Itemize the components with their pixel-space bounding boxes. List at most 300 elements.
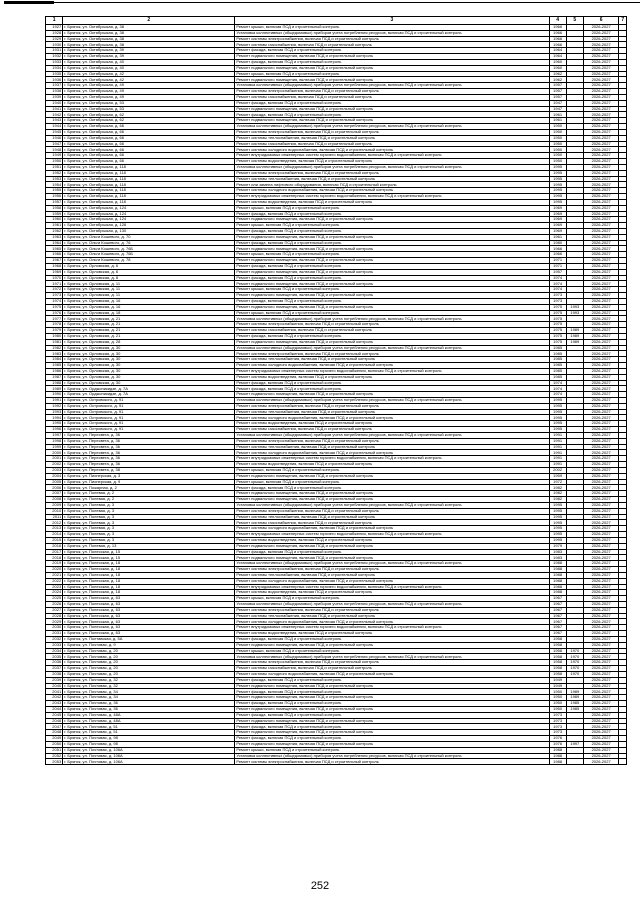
table-cell: 2026-2027 [583,223,619,229]
table-cell: 1995 [549,502,566,508]
table-cell: Ремонт подвального помещения, включая ПСД и строительный контроль [235,246,549,252]
table-cell: 2046 [46,718,63,724]
table-cell: 2026-2027 [583,555,619,561]
table-cell: г. Брянск, ул. Орловская, д. 21 [63,328,235,334]
table-cell: 1970 [566,666,583,672]
table-cell: 1934 [46,65,63,71]
table-cell: 2026-2027 [583,479,619,485]
table-cell: 2026-2027 [583,759,619,765]
table-cell: г. Брянск, ул. Полесская, д. 18 [63,561,235,567]
table-cell: 2021 [46,572,63,578]
table-cell: 1966 [549,246,566,252]
table-cell: г. Брянск, ул. Октябрьская, д. 66 [63,147,235,153]
table-cell: 1969 [549,228,566,234]
table-cell: Ремонт крыши, включая ПСД и строительный контроль [235,287,549,293]
table-cell: 1944 [46,124,63,130]
table-cell: 2026-2027 [583,59,619,65]
table-cell: 1970 [566,648,583,654]
table-cell: 1950 [549,701,566,707]
table-cell: 2026-2027 [583,357,619,363]
table-cell: г. Брянск, ул. Полевая, д. 3 [63,514,235,520]
table-cell: г. Брянск, ул. Орджоникидзе, д. 7А [63,386,235,392]
table-cell: г. Брянск, ул. Ольги Кошевого, д. 78 [63,258,235,264]
table-cell: 1969 [46,269,63,275]
table-cell: 1966 [549,252,566,258]
table-cell: г. Брянск, ул. Октябрьская, д. 118 [63,164,235,170]
table-cell: 1975 [549,328,566,334]
table-cell: 1958 [549,671,566,677]
table-cell: 2011 [46,514,63,520]
table-cell: г. Брянск, ул. Октябрьская, д. 62 [63,112,235,118]
table-cell: г. Брянск, ул. Октябрьская, д. 39 [63,48,235,54]
table-cell: 1941 [46,106,63,112]
table-cell: г. Брянск, ул. Полевая, д. 3 [63,508,235,514]
table-cell: 2026-2027 [583,543,619,549]
table-cell: 1937 [46,83,63,89]
table-cell: Ремонт подвального помещения, включая ПСД и строительный контроль [235,730,549,736]
table-cell: Ремонт крыши, включая ПСД и строительный контроль [235,25,549,31]
table-cell: Ремонт системы газоснабжения, включая ПСД и строительный контроль [235,328,549,334]
table-cell: 2026-2027 [583,596,619,602]
table-cell: 2026-2027 [583,310,619,316]
table-cell: 2026-2027 [583,287,619,293]
table-cell: г. Брянск, ул. Островского, д. 91 [63,398,235,404]
table-cell: Ремонт фасада, включая ПСД и строительный контроль [235,240,549,246]
table-cell: г. Брянск, ул. Орловская, д. 30 [63,345,235,351]
table-cell: Ремонт системы электроснабжения, включая ПСД и строительный контроль [235,129,549,135]
table-cell: 2026-2027 [583,485,619,491]
table-cell: Ремонт подвального помещения, включая ПСД и строительный контроль [235,497,549,503]
table-cell: г. Брянск, ул. Октябрьская, д. 118 [63,176,235,182]
table-cell: Ремонт системы теплоснабжения, включая ПСД и строительный контроль [235,514,549,520]
table-cell: г. Брянск, ул. Орловская, д. 21 [63,316,235,322]
table-cell: Ремонт фасада, включая ПСД и строительный контроль [235,100,549,106]
table-cell: Ремонт или замена лифтового оборудования, включая ПСД и строительный контроль [235,182,549,188]
table-cell: г. Брянск, ул. Ольги Кошевого, д. 70 [63,234,235,240]
table-cell: Ремонт системы теплоснабжения, включая ПСД и строительный контроль [235,409,549,415]
table-cell: Ремонт фасада, включая ПСД и строительный контроль [235,298,549,304]
table-cell: Установка коллективных (общедомовых) приборов учета потребления ресурсов, включая ПСД и строительный контроль [235,316,549,322]
table-cell: 1950 [549,706,566,712]
table-cell: г. Брянск, ул. Октябрьская, д. 38 [63,42,235,48]
table-cell: 2026-2027 [583,456,619,462]
table-cell: 2026-2027 [583,601,619,607]
table-cell: Ремонт крыши, включая ПСД и строительный контроль [235,223,549,229]
table-cell: 2026-2027 [583,252,619,258]
table-cell: г. Брянск, ул. Островского, д. 91 [63,415,235,421]
table-cell: г. Брянск, ул. Почтовая, д. 106А [63,747,235,753]
table-cell: 2026-2027 [583,293,619,299]
table-cell: 2026-2027 [583,648,619,654]
table-cell: 1950 [549,147,566,153]
table-cell: 1957 [549,83,566,89]
table-cell: 2015 [46,537,63,543]
table-cell: 2043 [46,701,63,707]
table-cell: 2019 [46,561,63,567]
table-cell: г. Брянск, ул. Почтовая, д. 106А [63,753,235,759]
table-cell: 2045 [46,712,63,718]
table-cell: 2026-2027 [583,409,619,415]
table-cell: 2003 [46,467,63,473]
table-cell: 2026-2027 [583,642,619,648]
table-cell: 2026-2027 [583,467,619,473]
table-cell: 1988 [549,590,566,596]
table-cell [619,759,627,765]
table-cell: 2026-2027 [583,380,619,386]
table-cell: г. Брянск, ул. Почтовая, д. 32 [63,683,235,689]
header-cell: 5 [566,17,583,25]
table-cell: г. Брянск, ул. Пересвета, д. 36 [63,456,235,462]
table-cell: 1950 [549,695,566,701]
table-cell: г. Брянск, ул. Орловская, д. 6 [63,263,235,269]
table-cell: 2026-2027 [583,572,619,578]
table-cell: 1988 [549,747,566,753]
table-cell: Ремонт системы электроснабжения, включая ПСД и строительный контроль [235,508,549,514]
table-cell: 1974 [549,287,566,293]
table-cell: 1988 [549,584,566,590]
table-cell: 1964 [549,54,566,60]
table-cell: г. Брянск, ул. Почтовая, д. 98 [63,736,235,742]
table-cell: г. Брянск, ул. Орловская, д. 30 [63,374,235,380]
table-cell: г. Брянск, ул. Почтовая, д. 34 [63,689,235,695]
table-cell: Ремонт системы электроснабжения, включая ПСД и строительный контроль [235,438,549,444]
table-cell: 1988 [46,380,63,386]
table-cell: 1936 [46,77,63,83]
table-cell: 2026-2027 [583,386,619,392]
table-cell: Ремонт системы холодного водоснабжения, включая ПСД и строительный контроль [235,363,549,369]
table-cell: Ремонт системы холодного водоснабжения, включая ПСД и строительный контроль [235,188,549,194]
table-cell: г. Брянск, ул. Полесская, д. 63 [63,596,235,602]
table-cell: 2026-2027 [583,427,619,433]
table-cell: Ремонт фасада, включая ПСД и строительный контроль [235,263,549,269]
table-cell: 1947 [549,100,566,106]
table-cell: 2026 [46,601,63,607]
table-cell: г. Брянск, ул. Октябрьская, д. 42 [63,71,235,77]
table-cell: 2026-2027 [583,508,619,514]
table-cell: 2026-2027 [583,258,619,264]
table-cell: 2026-2027 [583,124,619,130]
table-cell: 1991 [549,432,566,438]
table-cell: 1975 [549,322,566,328]
table-cell: г. Брянск, ул. Орловская, д. 30 [63,363,235,369]
table-cell: Ремонт фасада, включая ПСД и строительный контроль [235,736,549,742]
table-cell: 1972 [46,287,63,293]
top-rule [0,0,640,6]
table-cell: г. Брянск, ул. Октябрьская, д. 66 [63,124,235,130]
table-cell: 2026-2027 [583,211,619,217]
table-cell: 1985 [549,351,566,357]
table-cell: 1991 [549,456,566,462]
table-cell: Ремонт фасада, включая ПСД и строительный контроль [235,549,549,555]
table-cell: 2026-2027 [583,188,619,194]
table-cell: г. Брянск, ул. Полесская, д. 18 [63,590,235,596]
table-cell: 1992 [46,403,63,409]
table-cell: 1985 [566,706,583,712]
table-cell: 1949 [549,683,566,689]
table-cell: Ремонт подвального помещения, включая ПСД и строительный контроль [235,234,549,240]
table-cell: Ремонт подвального помещения, включая ПСД и строительный контроль [235,269,549,275]
table-cell: Ремонт фасада, включая ПСД и строительный контроль [235,333,549,339]
table-cell: 1952 [46,170,63,176]
table-cell: г. Брянск, ул. Орловская, д. 30 [63,380,235,386]
table-cell: 1989 [566,695,583,701]
table-cell: 2026-2027 [583,281,619,287]
table-cell: 2026-2027 [583,54,619,60]
table-cell: 1990 [46,392,63,398]
table-cell: 2026-2027 [583,333,619,339]
table-cell: Ремонт системы электроснабжения, включая ПСД и строительный контроль [235,351,549,357]
table-cell [566,759,583,765]
table-cell: 2026-2027 [583,135,619,141]
table-cell: 2040 [46,683,63,689]
table-cell: 1975 [549,310,566,316]
table-cell: 1979 [549,543,566,549]
table-cell: 1950 [549,124,566,130]
table-cell: 1968 [46,263,63,269]
table-cell: г. Брянск, ул. Почтовая, д. 51 [63,724,235,730]
table-cell: 2052 [46,753,63,759]
table-cell: 1967 [549,596,566,602]
table-cell: 1993 [46,409,63,415]
table-cell: 2026-2027 [583,176,619,182]
table-cell: 1974 [549,392,566,398]
table-cell: Ремонт внутридомовых инженерных систем горячего водоснабжения, включая ПСД и строительный контроль [235,194,549,200]
table-cell: 2026-2027 [583,77,619,83]
table-cell: Ремонт подвального помещения, включая ПСД и строительный контроль [235,54,549,60]
table-cell: г. Брянск, ул. Пересвета, д. 38 [63,467,235,473]
table-cell: Ремонт подвального помещения, включая ПСД и строительный контроль [235,741,549,747]
table-cell: г. Брянск, ул. Октябрьская, д. 118 [63,188,235,194]
table-cell: 1969 [549,211,566,217]
table-cell: 2005 [46,479,63,485]
table-cell: 1947 [549,106,566,112]
table-cell: г. Брянск, ул. Почтовая, д. 51 [63,730,235,736]
table-cell: Ремонт системы теплоснабжения, включая ПСД и строительный контроль [235,613,549,619]
table-cell: 1995 [549,520,566,526]
table-cell: г. Брянск, ул. Островского, д. 91 [63,403,235,409]
table-cell: 1973 [549,730,566,736]
table-cell: 1991 [549,444,566,450]
table-cell: г. Брянск, ул. Полесская, д. 18 [63,567,235,573]
table-cell: 1985 [549,357,566,363]
table-cell: Ремонт подвального помещения, включая ПСД и строительный контроль [235,258,549,264]
table-cell: 1995 [549,194,566,200]
table-cell: 1991 [549,438,566,444]
table-cell: 1957 [46,199,63,205]
table-cell: г. Брянск, ул. Ольги Кошевого, д. 76Б [63,252,235,258]
table-cell: 1988 [549,561,566,567]
table-cell: 2029 [46,619,63,625]
table-cell: Ремонт фасада, включая ПСД и строительный контроль [235,724,549,730]
table-cell: Ремонт фасада, включая ПСД и строительный контроль [235,112,549,118]
table-cell: г. Брянск, ул. Полесская, д. 63 [63,601,235,607]
table-cell: 2039 [46,677,63,683]
table-cell: 1988 [549,753,566,759]
table-cell: 2026-2027 [583,736,619,742]
table-cell: г. Брянск, ул. Почтовая, д. 20 [63,666,235,672]
table-cell: г. Брянск, ул. Полевая, д. 2 [63,497,235,503]
table-cell: 1997 [566,741,583,747]
table-cell: 2026-2027 [583,497,619,503]
table-cell: 2026-2027 [583,578,619,584]
table-cell: 2026-2027 [583,228,619,234]
table-cell: 1945 [46,129,63,135]
table-cell: 1978 [46,322,63,328]
table-cell: 2016 [46,543,63,549]
table-cell: 1982 [549,485,566,491]
table-cell: 2013 [46,526,63,532]
table-cell: г. Брянск, ул. Октябрьская, д. 39 [63,54,235,60]
table-cell: 2026-2027 [583,36,619,42]
table-cell: г. Брянск, ул. Пересвета, д. 36 [63,462,235,468]
table-cell: 1949 [46,153,63,159]
table-cell: Ремонт фасада, включая ПСД и строительный контроль [235,211,549,217]
table-cell: 1970 [566,654,583,660]
table-cell: Установка коллективных (общедомовых) приборов учета потребления ресурсов, включая ПСД и строительный контроль [235,345,549,351]
table-cell: 2050 [46,741,63,747]
table-cell: 1957 [549,269,566,275]
table-cell: 1993 [566,310,583,316]
table-cell: г. Брянск, ул. Почтовая, д. 106А [63,759,235,765]
table-cell: 1985 [549,368,566,374]
table-cell: 1980 [549,240,566,246]
table-cell: Ремонт системы водоотведения, включая ПСД и строительный контроль [235,590,549,596]
table-cell: 2022 [46,578,63,584]
table-cell: 1938 [46,89,63,95]
table-cell: г. Брянск, ул. Орловская, д. 16 [63,304,235,310]
table-cell: 1995 [549,532,566,538]
table-cell: 1989 [566,328,583,334]
table-cell: 1969 [549,205,566,211]
table-cell: 1950 [549,153,566,159]
table-cell: 1969 [549,217,566,223]
table-cell: 2030 [46,625,63,631]
table-cell: 2017 [46,549,63,555]
header-cell: 1 [46,17,63,25]
table-cell: 2026-2027 [583,660,619,666]
table-cell: 2026-2027 [583,83,619,89]
table-cell: 2026-2027 [583,654,619,660]
table-cell: г. Брянск, ул. Почтовая, д. 98 [63,741,235,747]
table-cell: 1995 [549,537,566,543]
table-cell: 1932 [46,54,63,60]
table-cell: Ремонт крыши, включая ПСД и строительный контроль [235,467,549,473]
table-cell: г. Брянск, ул. Октябрьская, д. 49 [63,89,235,95]
table-cell: 1970 [566,660,583,666]
table-cell: г. Брянск, ул. Пожарная, д. 2 [63,485,235,491]
table-cell: 1989 [566,333,583,339]
table-cell: 1995 [549,508,566,514]
table-cell: 2002 [46,462,63,468]
table-cell: Установка коллективных (общедомовых) приборов учета потребления ресурсов, включая ПСД и строительный контроль [235,753,549,759]
table-cell: 1950 [46,159,63,165]
table-cell: Ремонт подвального помещения, включая ПСД и строительный контроль [235,718,549,724]
table-cell: г. Брянск, ул. Октябрьская, д. 118 [63,194,235,200]
table-cell: Ремонт системы теплоснабжения, включая ПСД и строительный контроль [235,444,549,450]
table-cell: Ремонт внутридомовых инженерных систем горячего водоснабжения, включая ПСД и строительный контроль [235,532,549,538]
table-cell: Ремонт подвального помещения, включая ПСД и строительный контроль [235,65,549,71]
table-cell: г. Брянск, ул. Почтовая, д. 9 [63,642,235,648]
table-cell: Ремонт крыши, включая ПСД и строительный контроль [235,596,549,602]
table-cell: 1982 [549,491,566,497]
table-cell: 2026-2027 [583,71,619,77]
table-cell: 1988 [549,578,566,584]
table-cell: 1965 [46,246,63,252]
table-cell: 1973 [549,724,566,730]
table-cell: 1939 [46,94,63,100]
table-cell: 2037 [46,666,63,672]
table-cell: Ремонт крыши, включая ПСД и строительный контроль [235,71,549,77]
table-cell: г. Брянск, ул. Полтавская, д. 5А [63,636,235,642]
table-cell: Ремонт фасада, включая ПСД и строительный контроль [235,48,549,54]
table-cell: 2026-2027 [583,118,619,124]
table-cell: Ремонт системы газоснабжения, включая ПСД и строительный контроль [235,42,549,48]
table-cell: 2026-2027 [583,584,619,590]
table-cell: Ремонт фасада, включая ПСД и строительный контроль [235,689,549,695]
table-cell: 2004 [46,473,63,479]
table-cell: 1961 [549,234,566,240]
table-cell: 2026-2027 [583,730,619,736]
table-cell: 1973 [549,293,566,299]
table-cell: 2035 [46,654,63,660]
table-cell: 1975 [549,333,566,339]
table-cell: 2026-2027 [583,619,619,625]
table-cell: 1984 [46,357,63,363]
table-cell: г. Брянск, ул. Октябрьская, д. 49 [63,94,235,100]
table-cell: 1948 [46,147,63,153]
table-cell: 1950 [549,159,566,165]
table-cell: 2026-2027 [583,607,619,613]
table-cell: Ремонт системы теплоснабжения, включая ПСД и строительный контроль [235,357,549,363]
table-cell: 2026-2027 [583,701,619,707]
table-cell: г. Брянск, ул. Орджоникидзе, д. 7А [63,392,235,398]
table-cell: 1967 [549,601,566,607]
table-cell: 2033 [46,642,63,648]
table-cell: г. Брянск, ул. Полесская, д. 15 [63,549,235,555]
table-cell: 1985 [549,345,566,351]
table-cell: 2026-2027 [583,724,619,730]
table-cell: г. Брянск, ул. Октябрьская, д. 40 [63,65,235,71]
table-cell: 2026-2027 [583,147,619,153]
table-cell: г. Брянск, ул. Почтовая, д. 34 [63,695,235,701]
table-cell: 2026-2027 [583,549,619,555]
table-cell: 1966 [549,25,566,31]
table-cell: 2027 [46,607,63,613]
header-cell: 3 [235,17,549,25]
table-cell: г. Брянск, ул. Почтовая, д. 20 [63,654,235,660]
table-cell: 1995 [549,409,566,415]
table-cell: 1995 [549,427,566,433]
table-cell: 1981 [46,339,63,345]
table-cell: г. Брянск, ул. Полевая, д. 3 [63,526,235,532]
table-cell: г. Брянск, ул. Полесская, д. 63 [63,613,235,619]
table-cell: 1995 [549,176,566,182]
table-cell: 1986 [46,368,63,374]
table-cell: г. Брянск, ул. Островского, д. 91 [63,421,235,427]
table-cell: Ремонт подвального помещения, включая ПСД и строительный контроль [235,106,549,112]
table-cell: 1982 [549,497,566,503]
table-cell: 2007 [46,491,63,497]
table-cell: 1967 [549,619,566,625]
table-cell: 1974 [46,298,63,304]
table-cell: Установка коллективных (общедомовых) приборов учета потребления ресурсов, включая ПСД и строительный контроль [235,502,549,508]
table-cell: г. Брянск, ул. Орловская, д. 30 [63,357,235,363]
table-cell: 2026-2027 [583,240,619,246]
table-cell: 1959 [549,473,566,479]
table-cell: г. Брянск, ул. Октябрьская, д. 66 [63,141,235,147]
table-cell: 2041 [46,689,63,695]
table-cell: Ремонт подвального помещения, включая ПСД и строительный контроль [235,304,549,310]
